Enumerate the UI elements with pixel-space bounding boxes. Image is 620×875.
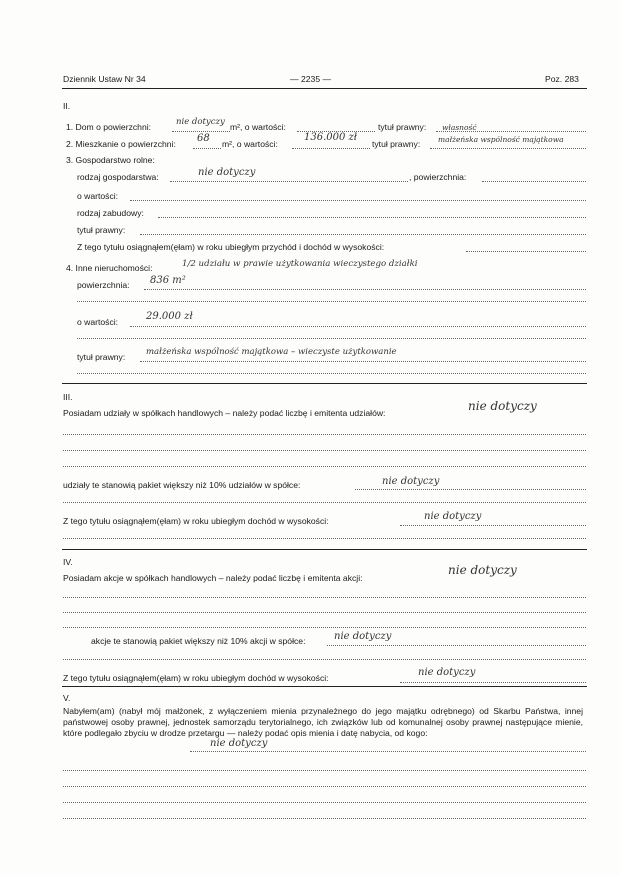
shares-label: Posiadam udziały w spółkach handlowych – należy podać liczbę i emitenta udziałów: [63, 408, 386, 418]
flat-value-handwriting: 136.000 zł [304, 132, 358, 143]
house-area-label: 1. Dom o powierzchni: [66, 122, 152, 132]
shares-income-handwriting: nie dotyczy [424, 511, 482, 522]
section-3-divider [62, 549, 587, 550]
section-2-divider [62, 383, 587, 384]
other-title-field-2 [77, 373, 586, 374]
flat-area-label: 2. Mieszkanie o powierzchni: [66, 139, 176, 149]
stocks-income-label: Z tego tytułu osiągnąłem(ęłam) w roku ubiegłym dochód w wysokości: [63, 673, 329, 683]
shares-over10-field-2 [63, 502, 586, 503]
shares-income-label: Z tego tytułu osiągnąłem(ęłam) w roku ubiegłym dochód w wysokości: [63, 516, 329, 526]
shares-income-field [400, 525, 586, 526]
farm-type-field [170, 181, 408, 182]
other-property-label: 4. Inne nieruchomości: [66, 263, 153, 273]
section-3-heading: III. [63, 392, 73, 402]
flat-area-field [193, 148, 221, 149]
flat-title-field [430, 148, 586, 149]
other-title-handwriting: małżeńska wspólność majątkowa – wieczyste użytkowanie [146, 347, 397, 357]
flat-title-label: tytuł prawny: [372, 139, 421, 149]
house-area-field [172, 131, 230, 132]
section-4-heading: IV. [63, 557, 73, 567]
farm-buildings-field [158, 217, 586, 218]
farm-income-label: Z tego tytułu osiągnąłem(ęłam) w roku ubiegłym przychód i dochód w wysokości: [77, 242, 385, 252]
stocks-field-2 [63, 612, 586, 613]
stocks-over10-handwriting: nie dotyczy [334, 631, 392, 642]
farm-type-handwriting: nie dotyczy [198, 167, 256, 178]
acquisition-field-5 [63, 818, 586, 819]
house-value-label: m², o wartości: [230, 122, 286, 132]
farm-title-field [140, 234, 586, 235]
other-area-field-2 [77, 301, 586, 302]
other-value-handwriting: 29.000 zł [146, 311, 193, 322]
stocks-income-field [400, 682, 586, 683]
farm-income-field [466, 251, 586, 252]
section-4-divider [62, 686, 587, 687]
journal-title: Dziennik Ustaw Nr 34 [63, 74, 146, 84]
farm-area-field [482, 181, 586, 182]
acquisition-handwriting: nie dotyczy [210, 738, 268, 749]
position-number: Poz. 283 [545, 74, 579, 84]
farm-label: 3. Gospodarstwo rolne: [66, 155, 155, 165]
acquisition-field-4 [63, 802, 586, 803]
other-value-label: o wartości: [77, 317, 119, 327]
stocks-over10-label: akcje te stanowią pakiet większy niż 10% akcji w spółce: [91, 636, 306, 646]
shares-handwriting: nie dotyczy [468, 399, 537, 413]
section-5-heading: V. [63, 693, 71, 703]
flat-value-label: m², o wartości: [222, 139, 278, 149]
other-area-handwriting: 836 m² [150, 275, 186, 286]
other-area-label: powierzchnia: [77, 280, 130, 290]
house-title-label: tytuł prawny: [378, 122, 427, 132]
flat-area-handwriting: 68 [197, 133, 210, 144]
acquisition-field [190, 751, 586, 752]
stocks-over10-field [327, 645, 586, 646]
farm-type-label: rodzaj gospodarstwa: [77, 172, 159, 182]
flat-title-handwriting-1: własność [442, 123, 477, 132]
stocks-handwriting: nie dotyczy [448, 563, 517, 577]
acquisition-paragraph: Nabyłem(am) (nabył mój małżonek, z wyłączeniem mienia przynależnego do jego majątku odrębnego) od Skarbu Państwa, innej państwowej osoby prawnej, jednostek samorządu terytorialnego, ich związków lub od komunalnej osoby prawnej następujące mienie, które podlegało zbyciu w drodze przetargu — należy podać opis mienia i datę nabycia, od kogo: [63, 706, 583, 738]
stocks-field-1 [63, 597, 586, 598]
flat-value-field [292, 148, 370, 149]
stocks-label: Posiadam akcje w spółkach handlowych – należy podać liczbę i emitenta akcji: [63, 573, 363, 583]
shares-over10-label: udziały te stanowią pakiet większy niż 10% udziałów w spółce: [63, 480, 301, 490]
shares-field-2 [63, 450, 586, 451]
stocks-income-handwriting: nie dotyczy [418, 667, 476, 678]
shares-field-3 [63, 466, 586, 467]
farm-value-field [130, 200, 586, 201]
house-area-handwriting: nie dotyczy [176, 117, 225, 127]
shares-income-field-2 [63, 538, 586, 539]
other-property-handwriting: 1/2 udziału w prawie użytkowania wieczystego działki [182, 259, 418, 269]
farm-buildings-label: rodzaj zabudowy: [77, 208, 144, 218]
shares-over10-field [355, 489, 586, 490]
farm-value-label: o wartości: [77, 191, 119, 201]
flat-title-handwriting-2: małżeńska wspólność majątkowa [438, 135, 564, 144]
acquisition-field-3 [63, 786, 586, 787]
acquisition-field-2 [63, 770, 586, 771]
stocks-over10-field-2 [63, 659, 586, 660]
stocks-field-3 [63, 627, 586, 628]
header-rule [62, 88, 587, 89]
other-title-label: tytuł prawny: [77, 352, 126, 362]
other-title-field [140, 361, 586, 362]
other-value-field-2 [77, 338, 586, 339]
shares-field-1 [63, 434, 586, 435]
section-2-heading: II. [63, 101, 71, 111]
farm-title-label: tytuł prawny: [77, 225, 126, 235]
page-number: — 2235 — [290, 74, 332, 84]
other-area-field [144, 289, 586, 290]
shares-over10-handwriting: nie dotyczy [382, 476, 440, 487]
farm-area-label: , powierzchnia: [409, 172, 467, 182]
other-value-field [130, 326, 586, 327]
